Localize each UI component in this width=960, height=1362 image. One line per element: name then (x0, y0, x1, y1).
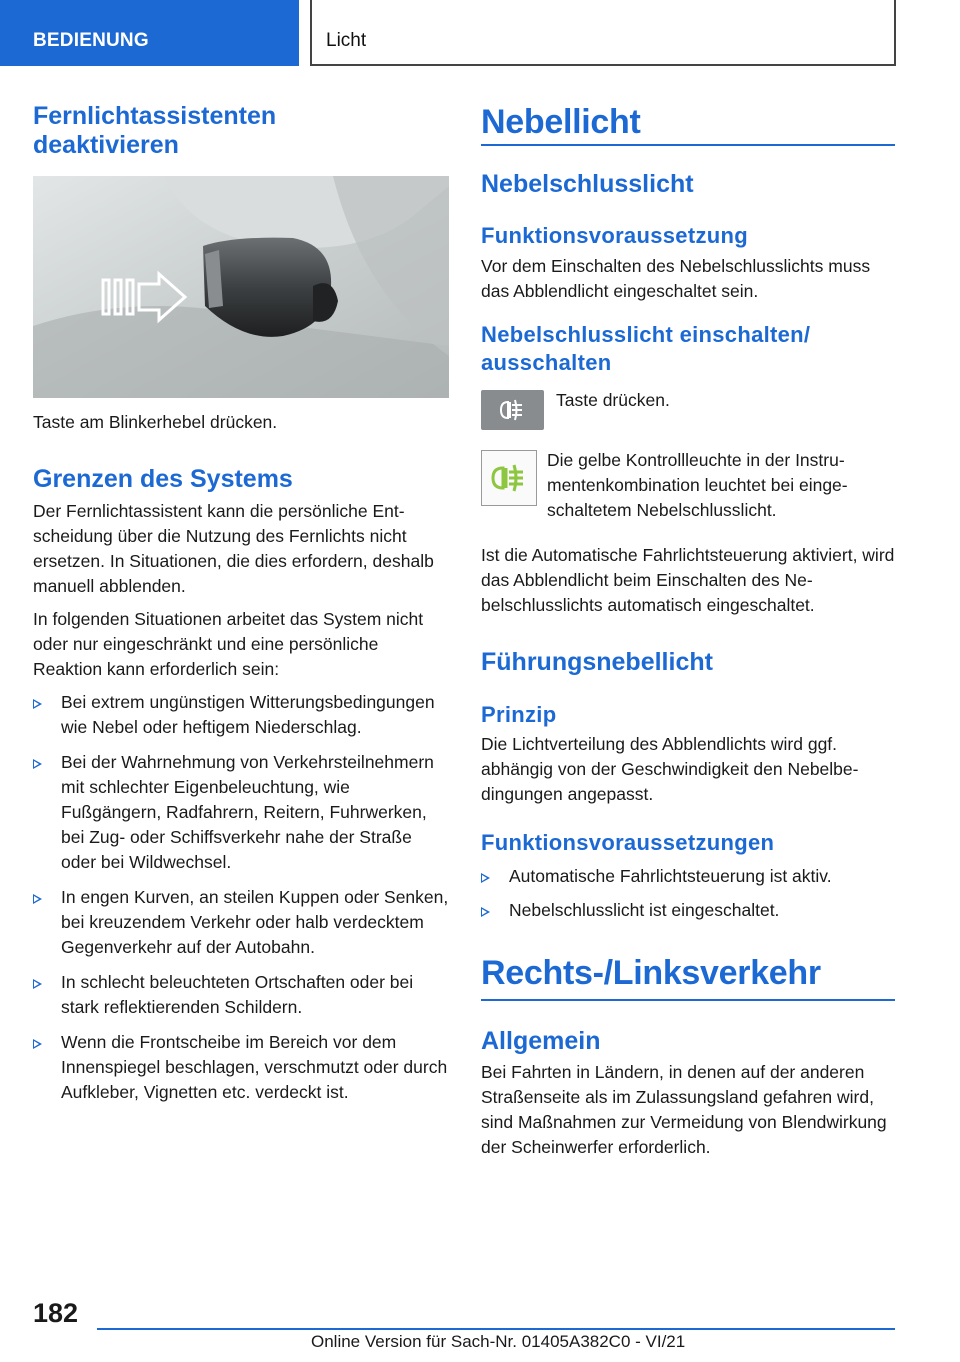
auto-paragraph: Ist die Automatische Fahrlichtsteuerung aktiviert, wird das Abblendlicht beim Einschalten des Nebelschlusslichts automatisch eingeschaltet. (481, 545, 895, 615)
taste-row (481, 390, 895, 430)
allgemein-paragraph: Bei Fahrten in Ländern, in denen auf der anderen Straßenseite als im Zulassungsland gefahren wird, sind Maßnahmen zur Vermeidung von Blendwirkung der Scheinwerfer erforderlich. (481, 1062, 887, 1157)
left-column (33, 102, 449, 1105)
list-item: Bei der Wahrnehmung von Verkehrsteilnehmern mit schlechter Eigenbeleuchtung, wie Fußgängern, Radfahrern, Reitern, Fuhrwerken, bei Zug- oder Schiffsverkehr nahe der Straße oder bei Wildwechsel. (33, 750, 449, 875)
heading-nebellicht: Nebellicht (481, 103, 641, 141)
triangle-bullet-icon (481, 907, 490, 917)
rear-fog-indicator-icon (481, 450, 537, 506)
funktion-paragraph: Vor dem Einschalten des Nebelschlusslichts muss das Abblendlicht eingeschaltet sein. (481, 256, 871, 301)
page-number: 182 (33, 1298, 79, 1328)
list-item: In engen Kurven, an steilen Kuppen oder Senken, bei kreuzendem Verkehr oder halb verdecktem Gegenverkehr auf der Autobahn. (33, 885, 449, 960)
photo-caption: Taste am Blinkerhebel drücken. (33, 412, 278, 432)
grenzen-paragraph-2: In folgenden Situationen arbeitet das System nicht oder nur eingeschränkt und eine persönliche Reaktion kann erforderlich sein: (33, 609, 424, 679)
triangle-bullet-icon (481, 873, 490, 883)
footer-rule (97, 1328, 895, 1330)
conditions-list (481, 864, 895, 923)
heading-rule (481, 144, 895, 146)
heading-funktionsvoraussetzungen: Funktionsvoraussetzungen (481, 830, 775, 855)
triangle-bullet-icon (33, 979, 42, 989)
section-tab: BEDIENUNG (0, 0, 299, 66)
heading-nebelschlusslicht: Nebelschlusslicht (481, 170, 694, 198)
triangle-bullet-icon (33, 699, 42, 709)
triangle-bullet-icon (33, 894, 42, 904)
list-item: Wenn die Frontscheibe im Bereich vor dem Innenspiegel beschlagen, verschmutzt oder durch Aufkleber, Vignetten etc. verdeckt ist. (33, 1030, 449, 1105)
heading-fuehrungsnebellicht: Führungsnebellicht (481, 648, 713, 676)
right-column (481, 100, 895, 1160)
chapter-title: Licht (310, 0, 896, 66)
limitations-list (33, 690, 449, 1105)
online-version-note: Online Version für Sach-Nr. 01405A382C0 - VI/21 (311, 1332, 686, 1351)
heading-rule (481, 999, 895, 1001)
heading-funktionsvoraussetzung: Funktionsvoraussetzung (481, 223, 748, 248)
heading-grenzen: Grenzen des Systems (33, 465, 293, 493)
list-item: Nebelschlusslicht ist eingeschaltet. (481, 898, 895, 923)
grenzen-paragraph-1: Der Fernlichtassistent kann die persönliche Entscheidung über die Nutzung des Fernlichts nicht ersetzen. In Situationen, die dies erfordern, deshalb manuell abblenden. (33, 501, 434, 596)
heading-allgemein: Allgemein (481, 1027, 601, 1055)
heading-rechts-linksverkehr: Rechts-/Linksverkehr (481, 954, 821, 992)
heading-prinzip: Prinzip (481, 702, 557, 727)
heading-fernlicht-deaktivieren: Fernlichtassistenten deaktivieren (33, 102, 277, 159)
triangle-bullet-icon (33, 1039, 42, 1049)
list-item: Automatische Fahrlichtsteuerung ist aktiv. (481, 864, 895, 889)
heading-einschalten: Nebelschlusslicht einschalten/ ausschalten (481, 322, 811, 375)
kontroll-row (481, 450, 895, 523)
turn-signal-lever-photo (33, 176, 449, 398)
lever-illustration (33, 176, 449, 398)
triangle-bullet-icon (33, 759, 42, 769)
rear-fog-light-button-icon (481, 390, 544, 430)
kontroll-text: Die gelbe Kontrollleuchte in der Instrumentenkombination leuchtet bei eingeschaltetem Nebelschlusslicht. (547, 450, 848, 520)
list-item: Bei extrem ungünstigen Witterungsbedingungen wie Nebel oder heftigem Niederschlag. (33, 690, 449, 740)
taste-text: Taste drücken. (556, 390, 670, 410)
prinzip-paragraph: Die Lichtverteilung des Abblendlichts wird ggf. abhängig von der Geschwindigkeit den Nebelbedingungen angepasst. (481, 734, 859, 804)
list-item: In schlecht beleuchteten Ortschaften oder bei stark reflektierenden Schildern. (33, 970, 449, 1020)
